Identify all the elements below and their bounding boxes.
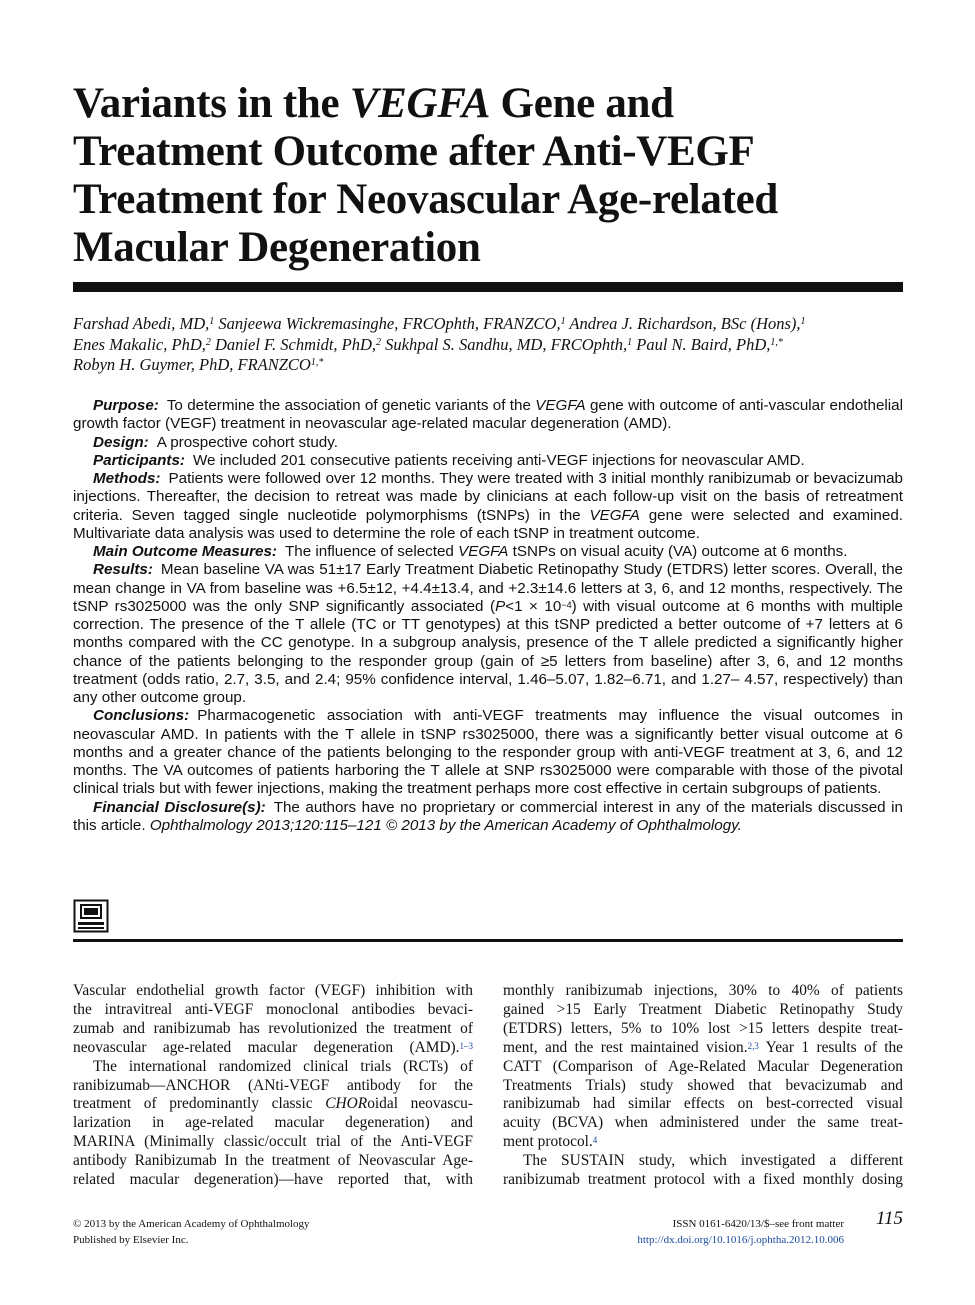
author-line-2: Enes Makalic, PhD,$^2$ Daniel F. Schmidt, PhD,$^2$ Sukhpal S. Sandhu, MD, FRCOphth,$^1$ Paul N. Baird, PhD,$^{1,*}$: [73, 334, 783, 354]
abstract-results: Results: Mean baseline VA was 51±17 Early Treatment Diabetic Retinopathy Study (ETDRS) letter scores. Overall, the mean change in VA from baseline was +6.5±12, +4.4±13.4, and +2.3±14.6 letters at 3, 6, and 12 months, respectively. The tSNP rs3025000 was the only SNP significantly associated $(P<1 \times 10^{-4})$ with visual outcome at 6 months with multiple correction. The presence of the T allele (TC or TT genotypes) at this tSNP predicted a better outcome of +7 letters at 6 months compared with the CC genotype. In a subgroup analysis, presence of the T allele predicted a significantly higher chance of the patients belonging to the responder group (gain of ≥5 letters from baseline) after 3, 6, and 12 months treatment (odds ratio, 2.7, 3.5, and 2.4; 95% confidence interval, 1.46–5.07, 1.82–6.71, and 1.27– 4.57, respectively) than any other outcome group.: [73, 561, 903, 706]
citation-link[interactable]: 4: [592, 1135, 598, 1146]
doi-link[interactable]: http://dx.doi.org/10.1016/j.ophtha.2012.10.006: [637, 1234, 844, 1246]
text-line: CATT (Comparison of Age-Related Macular Degeneration: [503, 1057, 903, 1075]
title-gene-name: VEGFA: [349, 80, 491, 127]
text-line: ranibizumab—ANCHOR (ANti-VEGF antibody for the: [73, 1076, 473, 1094]
journal-citation[interactable]: Ophthalmology 2013;120:115–121 © 2013 by the American Academy of Ophthalmology.: [149, 816, 742, 834]
publisher-line: Published by Elsevier Inc.: [73, 1234, 189, 1246]
author-line-1: Farshad Abedi, MD,$^1$ Sanjeewa Wickremasinghe, FRCOphth, FRANZCO,$^1$ Andrea J. Richardson, BSc (Hons),$^1$: [73, 314, 806, 333]
abstract-financial-disclosure: Financial Disclosure(s): The authors have no proprietary or commercial interest in any of the materials discussed in this article. Ophthalmology 2013;120:115–121 © 2013 by the American Academy of Ophthalmology.: [73, 798, 903, 834]
title-line-4: Macular Degeneration: [73, 224, 481, 271]
author-list: [73, 314, 913, 376]
text-line: zumab and ranibizumab has revolutionized the treatment of: [73, 1019, 473, 1037]
body-column-left: [73, 982, 473, 1190]
text-line: Treatments Trials) study showed that bevacizumab and: [503, 1076, 903, 1094]
text-line: (ETDRS) letters, 5% to 10% lost >15 letters despite treat-: [503, 1019, 903, 1037]
text-line: ranibizumab had similar effects on best-corrected visual: [503, 1095, 903, 1113]
abstract-main-outcome-measures: Main Outcome Measures: The influence of selected VEGFA tSNPs on visual acuity (VA) outcome at 6 months.: [93, 543, 848, 560]
text-line: ment, and the rest maintained vision.$^{2,3}$ Year 1 results of the: [503, 1038, 903, 1056]
text-line: monthly ranibizumab injections, 30% to 40% of patients: [503, 982, 903, 999]
title-line-1: Variants in the VEGFA Gene and: [73, 80, 674, 127]
article-title: [73, 80, 903, 272]
footer-publisher-info: [73, 1216, 310, 1248]
text-line: antibody Ranibizumab In the treatment of Neovascular Age-: [73, 1152, 473, 1170]
citation-link[interactable]: 2,3: [747, 1040, 759, 1051]
text-line: The international randomized clinical trials (RCTs) of: [93, 1057, 473, 1075]
text-line: The SUSTAIN study, which investigated a different: [523, 1152, 903, 1170]
footer-issn-info: [560, 1216, 844, 1248]
title-divider: [73, 282, 903, 292]
text-line: neovascular age-related macular degeneration (AMD).$^{1-3}$: [73, 1038, 473, 1056]
text-line: Vascular endothelial growth factor (VEGF) inhibition with: [73, 982, 473, 999]
abstract-design: Design: A prospective cohort study.: [93, 433, 338, 451]
abstract-divider: [73, 939, 903, 942]
page-number: 115: [875, 1208, 903, 1229]
abstract-participants: Participants: We included 201 consecutive patients receiving anti-VEGF injections for neovascular AMD.: [93, 451, 805, 469]
abstract-methods: Methods: Patients were followed over 12 months. They were treated with 3 initial monthly ranibizumab or bevacizumab injections. Thereafter, the decision to retreat was made by clinicians at each follow-up visit on the basis of retreatment criteria. Seven tagged single nucleotide polymorphisms (tSNPs) in the VEGFA gene were selected and examined. Multivariate data analysis was used to determine the role of each tSNP in treatment outcome.: [73, 470, 903, 542]
text-line: acuity (BCVA) when administered under the same treat-: [503, 1114, 903, 1132]
author-line-3: Robyn H. Guymer, PhD, $FRANZCO^{1,*}$: [73, 355, 324, 374]
computer-icon[interactable]: [73, 899, 109, 933]
text-line: the intravitreal anti-VEGF monoclonal antibodies bevaci-: [73, 1000, 473, 1018]
title-line-3: Treatment for Neovascular Age-related: [73, 176, 778, 223]
copyright-line: © 2013 by the American Academy of Ophthalmology: [73, 1218, 310, 1230]
text-line: gained >15 Early Treatment Diabetic Retinopathy Study: [503, 1000, 903, 1018]
text-line: related macular degeneration)—have reported that, with: [73, 1171, 473, 1189]
text-line: larization in age-related macular degeneration) and: [73, 1114, 473, 1132]
abstract-conclusions: Conclusions: Pharmacogenetic association with anti-VEGF treatments may influence the visual outcomes in neovascular AMD. In patients with the T allele in tSNP rs3025000, there was a significantly better visual outcome at 6 months and a greater chance of the patients belonging to the responder group with anti-VEGF treatment at 3, 6, and 12 months. The VA outcomes of patients harboring the T allele at SNP rs3025000 were comparable with those of the pivotal clinical trials but with fewer injections, making the treatment perhaps more cost effective in certain subgroups of patients.: [73, 707, 903, 798]
abstract-purpose: Purpose: To determine the association of genetic variants of the VEGFA gene with outcome of anti-vascular endothelial growth factor (VEGF) treatment in neovascular age-related macular degeneration (AMD).: [73, 397, 903, 433]
text-line: treatment of predominantly classic CHORoidal neovascu-: [73, 1095, 474, 1113]
title-line-2: Treatment Outcome after Anti-VEGF: [73, 128, 755, 175]
abstract: [73, 397, 903, 835]
body-column-right: [503, 982, 903, 1190]
issn-line: ISSN 0161-6420/13/$–see front matter: [672, 1218, 844, 1230]
text-line: ranibizumab treatment protocol with a fixed monthly dosing: [503, 1171, 903, 1189]
citation-link[interactable]: 1–3: [459, 1040, 473, 1051]
text-line: MARINA (Minimally classic/occult trial of the Anti-VEGF: [73, 1133, 473, 1151]
text-line: ment protocol.$^4$: [503, 1133, 598, 1151]
